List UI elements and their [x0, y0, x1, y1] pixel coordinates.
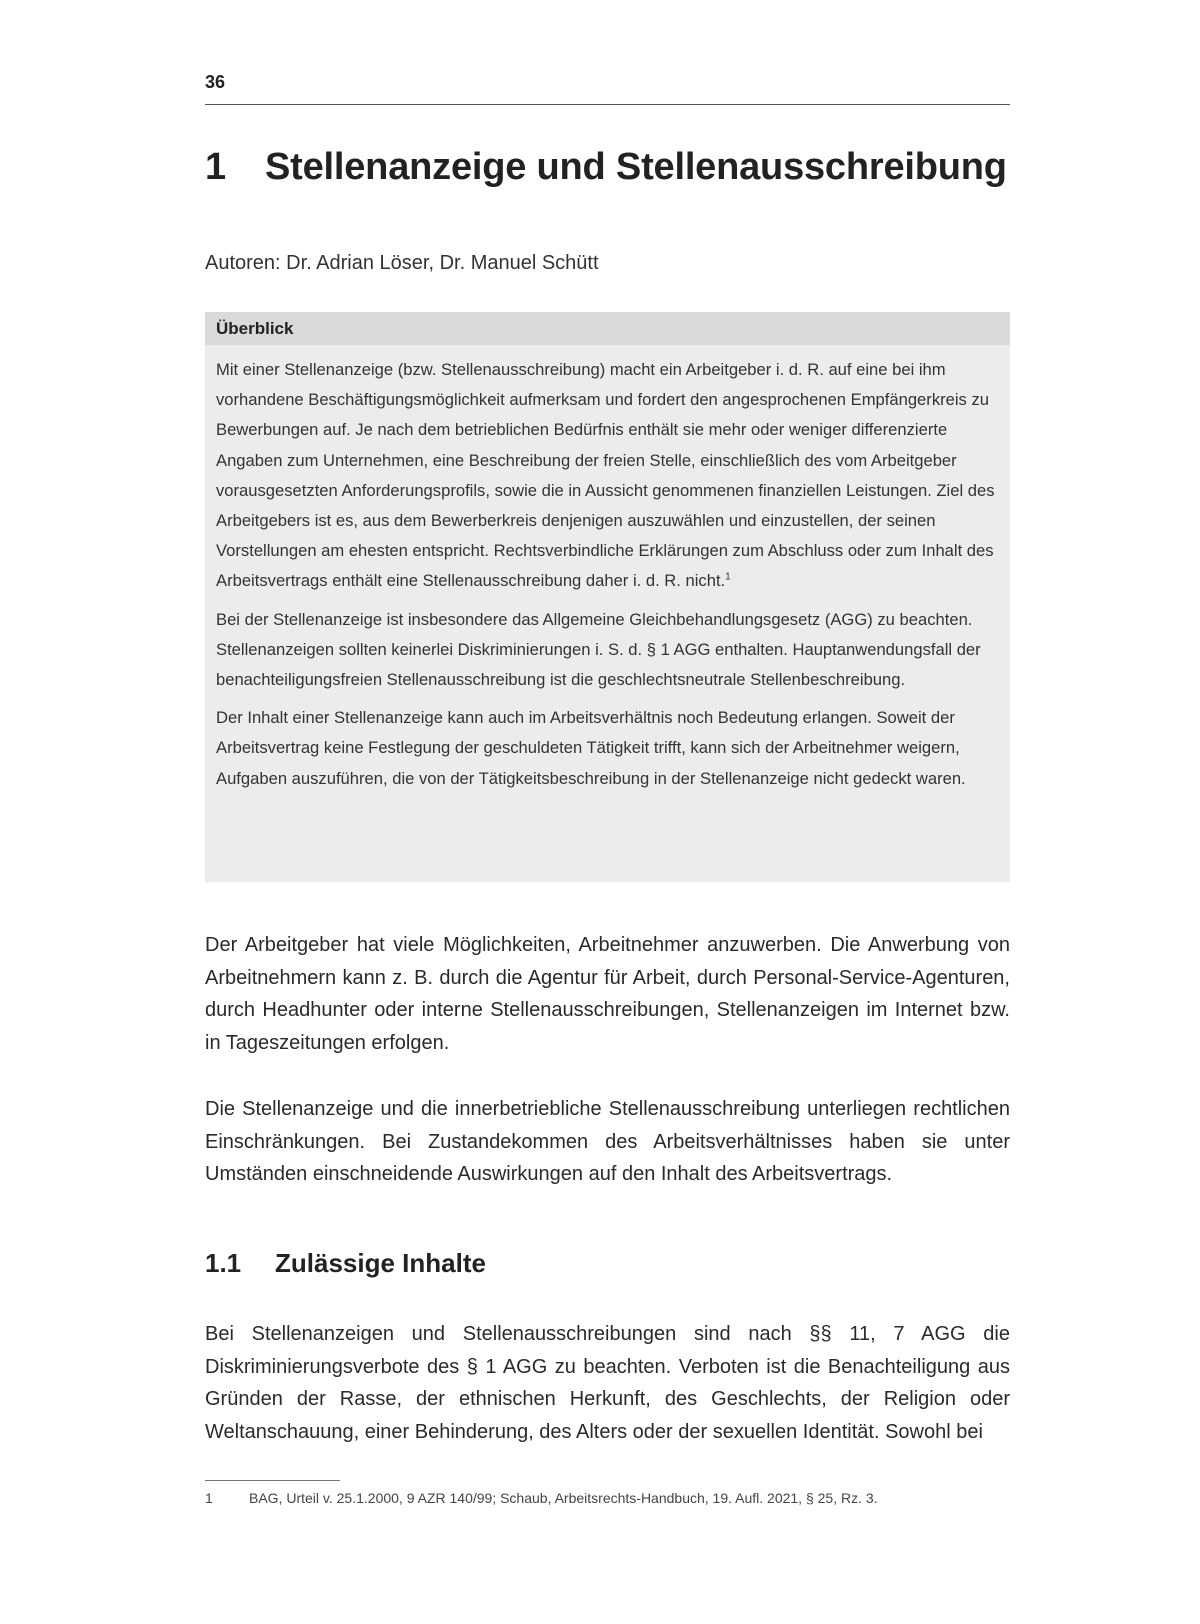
section-paragraph-1: Bei Stellenanzeigen und Stellenausschreibungen sind nach §§ 11, 7 AGG die Diskriminierungsverbote des § 1 AGG zu beachten. Verboten ist die Benachteiligung aus Gründen der Rasse, der ethnischen Herkunft, des Geschlechts, der Religion oder Weltanschauung, einer Behinderung, des Alters oder der sexuellen Identität. Sowohl bei: [205, 1323, 1010, 1443]
overview-box: [205, 312, 1010, 882]
authors-line: Autoren: Dr. Adrian Löser, Dr. Manuel Schütt: [205, 252, 599, 274]
chapter-heading: [205, 146, 1010, 189]
footnote-reference[interactable]: 1: [725, 571, 731, 583]
chapter-title: Stellenanzeige und Stellenausschreibung: [265, 146, 1007, 188]
overview-paragraph-1-text: Mit einer Stellenanzeige (bzw. Stellenausschreibung) macht ein Arbeitgeber i. d. R. auf eine bei ihm vorhandene Beschäftigungsmöglichkeit aufmerksam und fordert den angesprochenen Empfängerkreis zu Bewerbungen auf. Je nach dem betrieblichen Bedürfnis enthält sie mehr oder weniger differenzierte Angaben zum Unternehmen, eine Beschreibung der freien Stelle, einschließlich des vom Arbeitgeber vorausgesetzten Anforderungsprofils, sowie die in Aussicht genommenen finanziellen Leistungen. Ziel des Arbeitgebers ist es, aus dem Bewerberkreis denjenigen auszuwählen und einzustellen, der seinen Vorstellungen am ehesten entspricht. Rechtsverbindliche Erklärungen zum Abschluss oder zum Inhalt des Arbeitsvertrags enthält eine Stellenausschreibung daher i. d. R. nicht.: [216, 360, 995, 591]
chapter-number: 1: [205, 146, 226, 188]
footnote-text: BAG, Urteil v. 25.1.2000, 9 AZR 140/99; Schaub, Arbeitsrechts-Handbuch, 19. Aufl. 2021, § 25, Rz. 3.: [249, 1490, 878, 1506]
section-heading: [205, 1248, 486, 1279]
body-paragraph-1: Der Arbeitgeber hat viele Möglichkeiten, Arbeitnehmer anzuwerben. Die Anwerbung von Arbeitnehmern kann z. B. durch die Agentur für Arbeit, durch Personal-Service-Agenturen, durch Headhunter oder interne Stellenausschreibungen, Stellenanzeigen im Internet bzw. in Tageszeitungen erfolgen.: [205, 934, 1010, 1054]
footnote: [205, 1490, 1010, 1506]
overview-body: [205, 345, 1010, 794]
section-number: 1.1: [205, 1248, 242, 1278]
overview-paragraph-2: Bei der Stellenanzeige ist insbesondere das Allgemeine Gleichbehandlungsgesetz (AGG) zu beachten. Stellenanzeigen sollten keinerlei Diskriminierungen i. S. d. § 1 AGG enthalten. Hauptanwendungsfall der benachteiligungsfreien Stellenausschreibung ist die geschlechtsneutrale Stellenbeschreibung.: [216, 609, 981, 690]
body-paragraph-2: Die Stellenanzeige und die innerbetriebliche Stellenausschreibung unterliegen rechtlichen Einschränkungen. Bei Zustandekommen des Arbeitsverhältnisses haben sie unter Umständen einschneidende Auswirkungen auf den Inhalt des Arbeitsvertrags.: [205, 1098, 1010, 1185]
overview-paragraph-3: Der Inhalt einer Stellenanzeige kann auch im Arbeitsverhältnis noch Bedeutung erlangen. Soweit der Arbeitsvertrag keine Festlegung der geschuldeten Tätigkeit trifft, kann sich der Arbeitnehmer weigern, Aufgaben auszuführen, die von der Tätigkeitsbeschreibung in der Stellenanzeige nicht gedeckt waren.: [216, 708, 966, 788]
page-number: 36: [205, 72, 226, 92]
footnote-rule: [205, 1480, 340, 1481]
overview-title: Überblick: [205, 312, 1010, 345]
footnote-number: 1: [205, 1490, 213, 1506]
section-title: Zulässige Inhalte: [275, 1248, 486, 1278]
header-rule: [205, 104, 1010, 105]
overview-paragraph: [216, 355, 1000, 597]
